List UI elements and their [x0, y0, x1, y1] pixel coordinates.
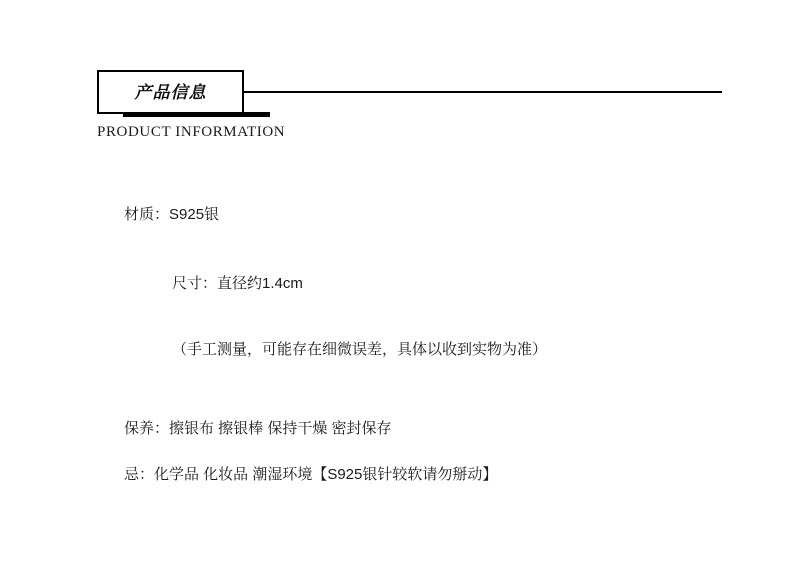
detail-size: 尺寸：直径约1.4cm	[172, 275, 303, 292]
detail-measurement-note: （手工测量，可能存在细微误差，具体以收到实物为准）	[172, 341, 548, 358]
title-box	[97, 70, 244, 114]
page-title: 产品信息	[134, 82, 207, 102]
detail-material: 材质：S925银	[124, 206, 220, 223]
detail-care: 保养：擦银布 擦银棒 保持干燥 密封保存	[124, 420, 392, 437]
page-subtitle: PRODUCT INFORMATION	[97, 124, 286, 140]
detail-avoid: 忌：化学品 化妆品 潮湿环境【S925银针较软请勿掰动】	[124, 466, 498, 483]
section-header	[97, 70, 722, 116]
